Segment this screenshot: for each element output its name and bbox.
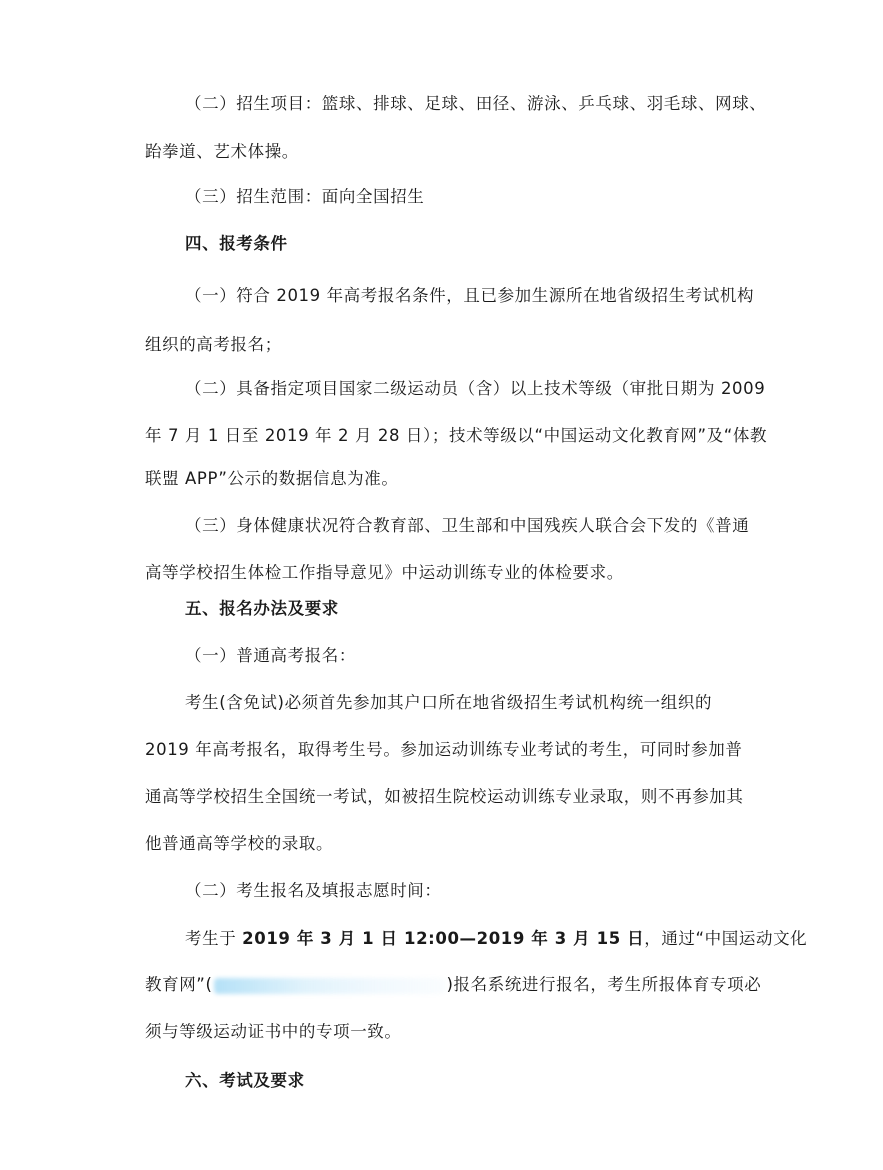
text-segment: )报名系统进行报名，考生所报体育专项必 bbox=[446, 975, 762, 994]
paragraph-line: （一）普通高考报名： bbox=[185, 646, 356, 665]
paragraph-line: （三）招生范围：面向全国招生 bbox=[185, 187, 425, 206]
paragraph-line bbox=[145, 974, 761, 996]
text-segment: 教育网”( bbox=[145, 975, 213, 994]
paragraph-line: （三）身体健康状况符合教育部、卫生部和中国残疾人联合会下发的《普通 bbox=[185, 516, 750, 535]
paragraph-line: 组织的高考报名； bbox=[145, 335, 282, 354]
section-heading: 六、考试及要求 bbox=[185, 1071, 305, 1090]
paragraph-line bbox=[185, 928, 807, 950]
registration-period: 2019 年 3 月 1 日 12:00—2019 年 3 月 15 日 bbox=[242, 929, 645, 948]
text-segment: 考生于 bbox=[185, 929, 243, 948]
paragraph-line: 通高等学校招生全国统一考试，如被招生院校运动训练专业录取，则不再参加其 bbox=[145, 787, 744, 806]
paragraph-line: （一）符合 2019 年高考报名条件，且已参加生源所在地省级招生考试机构 bbox=[185, 286, 755, 305]
paragraph-line: 须与等级运动证书中的专项一致。 bbox=[145, 1022, 402, 1041]
paragraph-line: 年 7 月 1 日至 2019 年 2 月 28 日）；技术等级以“中国运动文化教育网”及“体教 bbox=[145, 426, 768, 445]
paragraph-line: 他普通高等学校的录取。 bbox=[145, 834, 334, 853]
redacted-url bbox=[214, 978, 446, 994]
paragraph-line: （二）招生项目：篮球、排球、足球、田径、游泳、乒乓球、羽毛球、网球、 bbox=[185, 94, 767, 113]
paragraph-line: 2019 年高考报名，取得考生号。参加运动训练专业考试的考生，可同时参加普 bbox=[145, 740, 743, 759]
paragraph-line: （二）考生报名及填报志愿时间： bbox=[185, 881, 442, 900]
paragraph-line: （二）具备指定项目国家二级运动员（含）以上技术等级（审批日期为 2009 bbox=[185, 379, 766, 398]
paragraph-line: 联盟 APP”公示的数据信息为准。 bbox=[145, 469, 399, 488]
paragraph-line: 考生(含免试)必须首先参加其户口所在地省级招生考试机构统一组织的 bbox=[185, 693, 713, 712]
section-heading: 四、报考条件 bbox=[185, 234, 288, 253]
paragraph-line: 跆拳道、艺术体操。 bbox=[145, 142, 299, 161]
paragraph-line: 高等学校招生体检工作指导意见》中运动训练专业的体检要求。 bbox=[145, 563, 624, 582]
text-segment: ，通过“中国运动文化 bbox=[644, 929, 808, 948]
section-heading: 五、报名办法及要求 bbox=[185, 599, 339, 618]
